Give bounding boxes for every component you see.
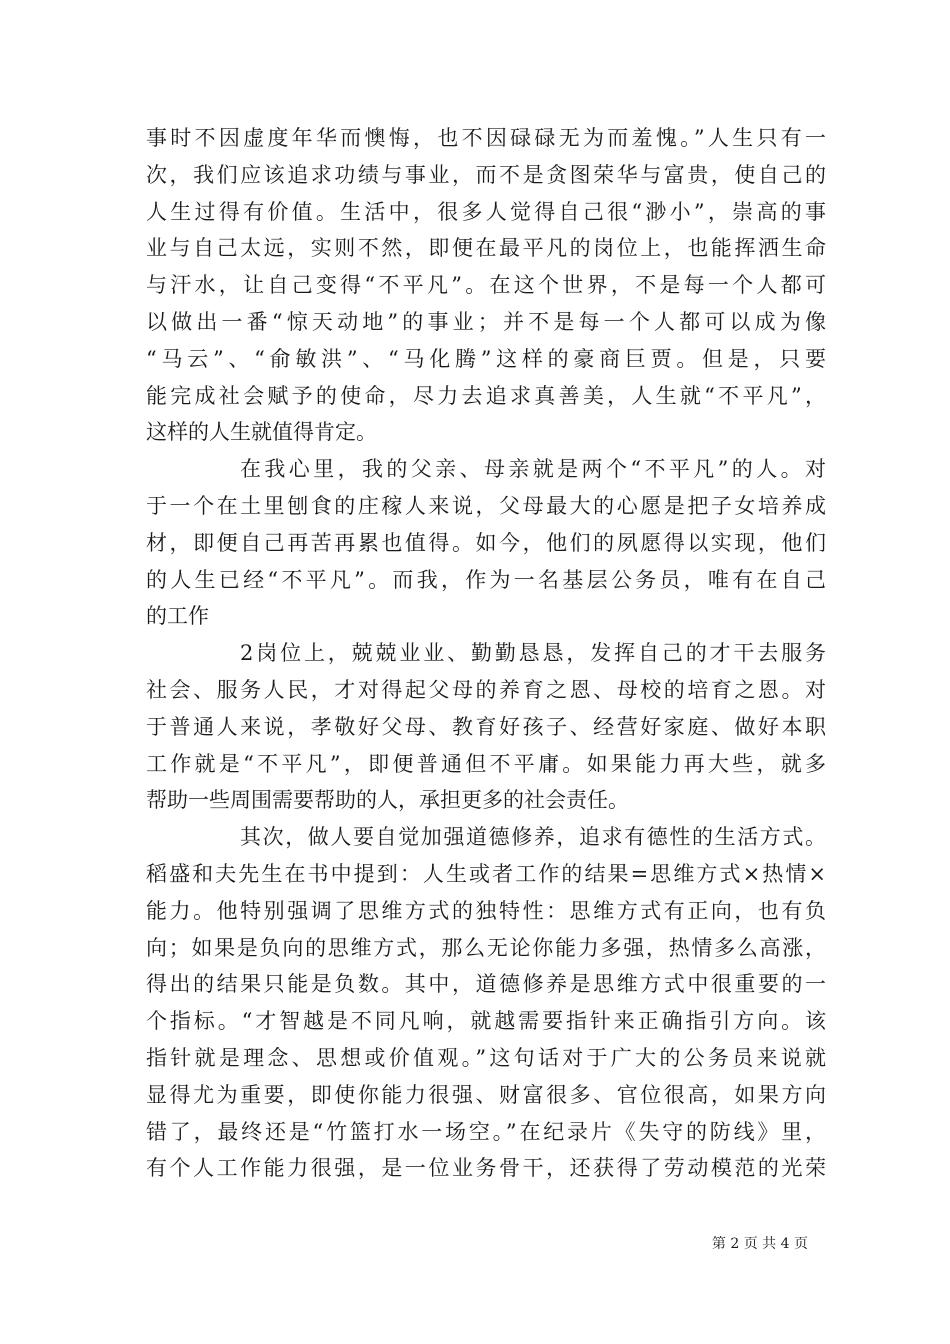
text-line: “马云”、“俞敏洪”、“马化腾”这样的豪商巨贾。但是，只要 [146, 346, 826, 371]
text-line: 得出的结果只能是负数。其中，道德修养是思维方式中很重要的一 [146, 972, 826, 997]
text-line: 在我心里，我的父亲、母亲就是两个“不平凡”的人。对 [240, 457, 826, 482]
paragraph-2 [146, 451, 826, 635]
text-line: 事时不因虚度年华而懊悔，也不因碌碌无为而羞愧。”人生只有一 [146, 126, 826, 150]
text-line: 社会、服务人民，才对得起父母的养育之恩、母校的培育之恩。对 [146, 677, 826, 702]
text-line: 以做出一番“惊天动地”的事业；并不是每一个人都可以成为像 [146, 309, 826, 334]
text-line: 与汗水，让自己变得“不平凡”。在这个世界，不是每一个人都可 [146, 273, 826, 298]
text-line: 人生过得有价值。生活中，很多人觉得自己很“渺小”，崇高的事 [146, 199, 826, 224]
text-line: 于一个在土里刨食的庄稼人来说，父母最大的心愿是把子女培养成 [146, 493, 826, 518]
text-line: 个指标。“才智越是不同凡响，就越需要指针来正确指引方向。该 [146, 1009, 826, 1034]
text-line: 能力。他特别强调了思维方式的独特性：思维方式有正向，也有负 [146, 898, 826, 923]
page-number: 第 2 页 共 4 页 [711, 1236, 808, 1252]
text-line: 指针就是理念、思想或价值观。”这句话对于广大的公务员来说就 [146, 1045, 826, 1070]
text-line: 有个人工作能力很强，是一位业务骨干，还获得了劳动模范的光荣 [146, 1156, 826, 1181]
text-line: 次，我们应该追求功绩与事业，而不是贪图荣华与富贵，使自己的 [146, 162, 826, 187]
paragraph-3 [146, 635, 826, 819]
text-line: 业与自己太远，实则不然，即便在最平凡的岗位上，也能挥洒生命 [146, 236, 826, 261]
text-line: 的人生已经“不平凡”。而我，作为一名基层公务员，唯有在自己 [146, 567, 826, 592]
page-footer [0, 1233, 950, 1255]
text-line: 稻盛和夫先生在书中提到：人生或者工作的结果=思维方式×热情× [146, 861, 826, 886]
text-line: 显得尤为重要，即使你能力很强、财富很多、官位很高，如果方向 [146, 1082, 826, 1107]
document-body [146, 120, 826, 1187]
text-line: 工作就是“不平凡”，即便普通但不平庸。如果能力再大些，就多 [146, 751, 826, 776]
text-line: 材，即便自己再苦再累也值得。如今，他们的夙愿得以实现，他们 [146, 530, 826, 555]
text-line: 的工作 [146, 604, 209, 629]
text-line: 帮助一些周围需要帮助的人，承担更多的社会责任。 [146, 788, 629, 813]
text-line: 错了，最终还是“竹篮打水一场空。”在纪录片《失守的防线》里， [146, 1119, 826, 1144]
text-line: 于普通人来说，孝敬好父母、教育好孩子、经营好家庭、做好本职 [146, 714, 826, 739]
paragraph-4 [146, 819, 826, 1187]
text-line: 这样的人生就值得肯定。 [146, 420, 377, 445]
text-line: 2岗位上，兢兢业业、勤勤恳恳，发挥自己的才干去服务 [240, 641, 826, 666]
text-line: 向；如果是负向的思维方式，那么无论你能力多强，热情多么高涨， [146, 935, 826, 960]
text-line: 能完成社会赋予的使命，尽力去追求真善美，人生就“不平凡”， [146, 383, 826, 408]
paragraph-1 [146, 120, 826, 451]
text-line: 其次，做人要自觉加强道德修养，追求有德性的生活方式。 [240, 825, 826, 850]
